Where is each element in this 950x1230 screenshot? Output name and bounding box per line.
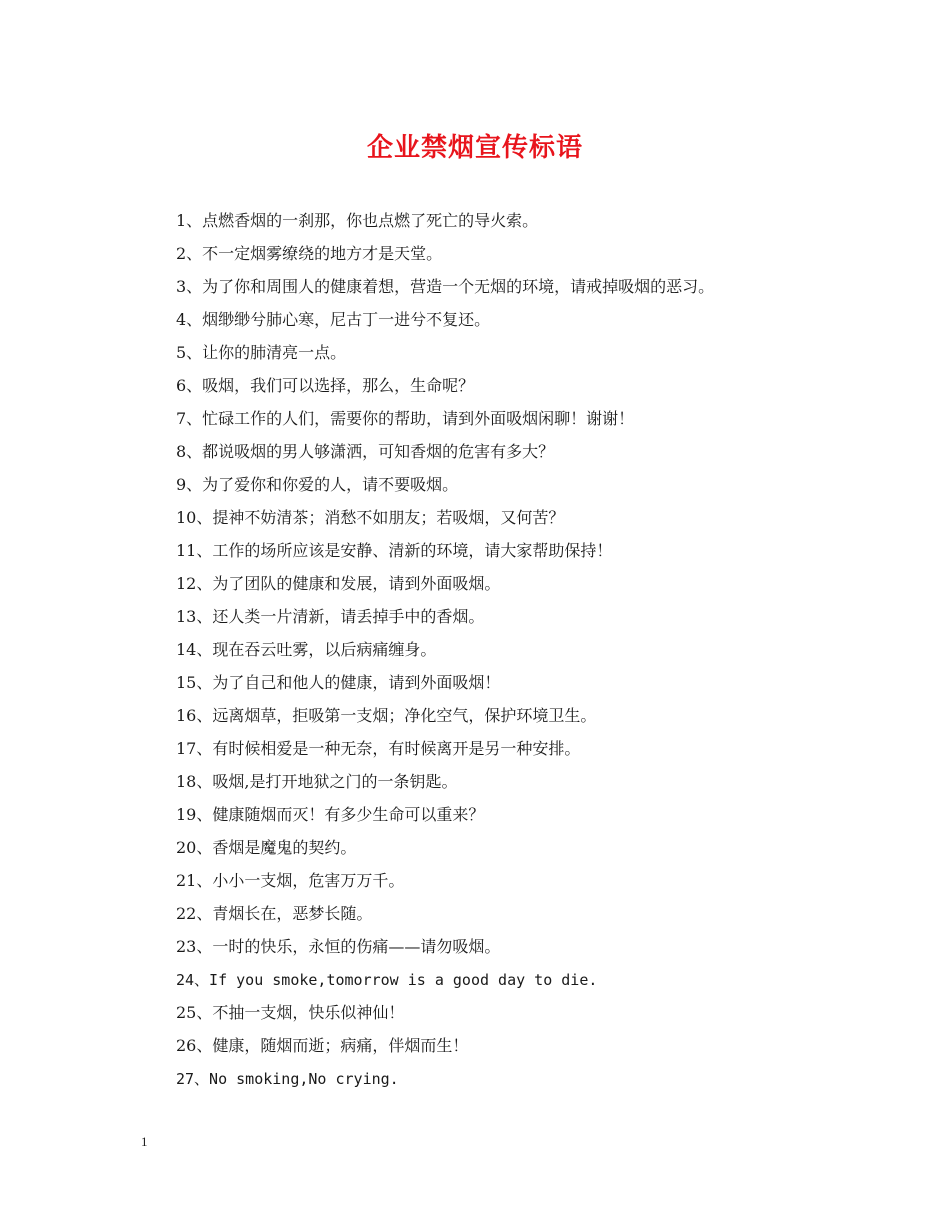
slogan-item: 24、If you smoke,tomorrow is a good day to die. [176, 971, 598, 989]
slogan-item: 9、为了爱你和你爱的人，请不要吸烟。 [176, 475, 459, 494]
slogan-item: 11、工作的场所应该是安静、清新的环境，请大家帮助保持！ [176, 541, 613, 560]
slogan-item: 25、不抽一支烟，快乐似神仙！ [176, 1003, 405, 1022]
slogan-item: 20、香烟是魔鬼的契约。 [176, 838, 357, 857]
slogan-item: 7、忙碌工作的人们，需要你的帮助，请到外面吸烟闲聊！谢谢！ [176, 409, 635, 428]
slogan-item: 23、一时的快乐，永恒的伤痛——请勿吸烟。 [176, 937, 501, 956]
slogan-item: 8、都说吸烟的男人够潇洒，可知香烟的危害有多大？ [176, 442, 555, 461]
slogan-item: 27、No smoking,No crying. [176, 1070, 399, 1088]
slogan-item: 16、远离烟草，拒吸第一支烟；净化空气，保护环境卫生。 [176, 706, 597, 725]
slogan-list [176, 208, 896, 1099]
slogan-item: 13、还人类一片清新，请丢掉手中的香烟。 [176, 607, 485, 626]
slogan-item: 10、提神不妨清茶；消愁不如朋友；若吸烟，又何苦？ [176, 508, 565, 527]
slogan-item: 1、点燃香烟的一刹那，你也点燃了死亡的导火索。 [176, 211, 539, 230]
slogan-item: 15、为了自己和他人的健康，请到外面吸烟！ [176, 673, 501, 692]
slogan-item: 18、吸烟,是打开地狱之门的一条钥匙。 [176, 772, 458, 791]
slogan-item: 5、让你的肺清亮一点。 [176, 343, 347, 362]
slogan-item: 17、有时候相爱是一种无奈，有时候离开是另一种安排。 [176, 739, 581, 758]
slogan-item: 22、青烟长在，恶梦长随。 [176, 904, 373, 923]
slogan-item: 6、吸烟，我们可以选择，那么，生命呢？ [176, 376, 475, 395]
slogan-item: 14、现在吞云吐雾，以后病痛缠身。 [176, 640, 437, 659]
slogan-item: 3、为了你和周围人的健康着想，营造一个无烟的环境，请戒掉吸烟的恶习。 [176, 277, 715, 296]
slogan-item: 21、小小一支烟，危害万万千。 [176, 871, 405, 890]
page-number: 1 [141, 1134, 148, 1149]
slogan-item: 12、为了团队的健康和发展，请到外面吸烟。 [176, 574, 501, 593]
page-title: 企业禁烟宣传标语 [366, 133, 583, 163]
slogan-item: 19、健康随烟而灭！有多少生命可以重来？ [176, 805, 485, 824]
slogan-item: 2、不一定烟雾缭绕的地方才是天堂。 [176, 244, 443, 263]
slogan-item: 4、烟缈缈兮肺心寒，尼古丁一进兮不复还。 [176, 310, 491, 329]
slogan-item: 26、健康，随烟而逝；病痛，伴烟而生！ [176, 1036, 469, 1055]
